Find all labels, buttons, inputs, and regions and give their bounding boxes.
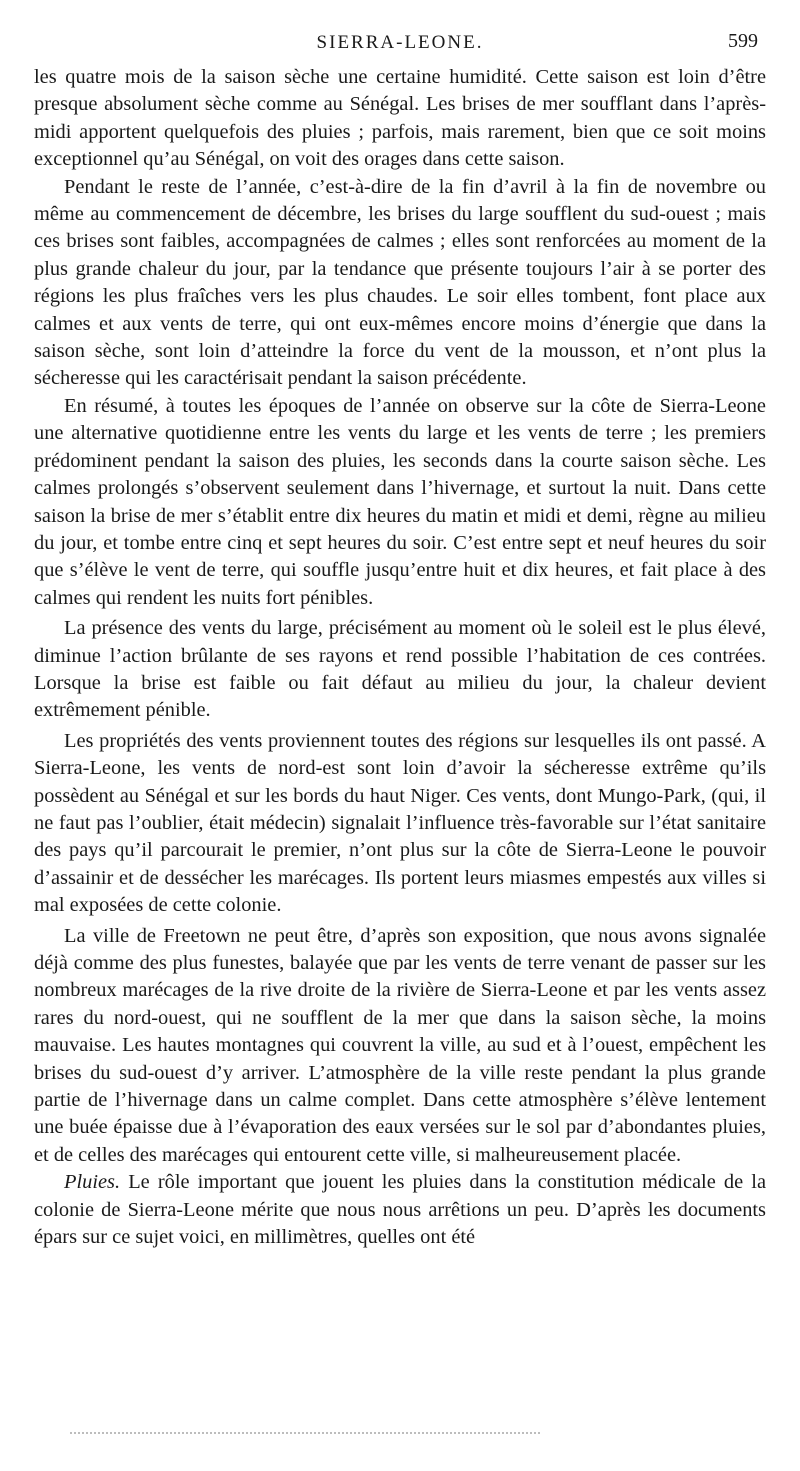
- paragraph-continuation: les quatre mois de la saison sèche une certaine humidité. Cette saison est loin d’être presque absolument sèche comme au Sénégal. Les brises de mer soufflant dans l’après-midi apportent quelquefois des pluies ; parfois, mais rarement, bien que ce soit moins exceptionnel qu’au Sénégal, on voit des orages dans cette saison.: [34, 66, 766, 171]
- running-title: SIERRA-LEONE.: [316, 32, 484, 53]
- faint-footer-trace: [70, 1432, 540, 1436]
- body-text: [34, 64, 766, 1251]
- paragraph-freetown: La ville de Freetown ne peut être, d’après son exposition, que nous avons signalée déjà comme des plus funestes, balayée que par les vents de terre venant de passer sur les nombreux marécages de la rive droite de la rivière de Sierra-Leone et par les vents assez rares du nord-ouest, qui ne soufflent de la mer que dans la saison sèche, la moins mauvaise. Les hautes montagnes qui couvrent la ville, au sud et à l’ouest, empêchent les brises du sud-ouest d’y arriver. L’atmosphère de la ville reste pendant la plus grande partie de l’hivernage dans un calme complet. Dans cette atmosphère s’élève lentement une buée épaisse due à l’évaporation des eaux versées sur le sol par d’abondantes pluies, et de celles des marécages qui entourent cette ville, si malheureusement placée.: [34, 924, 766, 1166]
- paragraph-rains: [34, 1169, 766, 1251]
- page-number: 599: [728, 30, 758, 52]
- paragraph-winds-rest-of-year: Pendant le reste de l’année, c’est-à-dire de la fin d’avril à la fin de novembre ou même au commencement de décembre, les brises du large soufflent du sud-ouest ; mais ces brises sont faibles, accompagnées de calmes ; elles sont renforcées au moment de la plus grande chaleur du jour, par la tendance que présente toujours l’air à se porter des régions les plus fraîches vers les plus chaudes. Le soir elles tombent, font place aux calmes et aux vents de terre, qui ont eux-mêmes encore moins d’énergie que dans la saison sèche, sont loin d’atteindre la force du vent de la mousson, et n’ont plus la sécheresse qui les caractérisait pendant la saison précédente.: [34, 175, 766, 390]
- paragraph-rains-text: Le rôle important que jouent les pluies dans la constitution médicale de la colonie de Sierra-Leone mérite que nous nous arrêtions un peu. D’après les documents épars sur ce sujet voici, en millimètres, quelles ont été: [34, 1171, 766, 1249]
- paragraph-wind-properties: Les propriétés des vents proviennent toutes des régions sur lesquelles ils ont passé. A Sierra-Leone, les vents de nord-est sont loin d’avoir la sécheresse extrême qu’ils possèdent au Sénégal et sur les bords du haut Niger. Ces vents, dont Mungo-Park, (qui, il ne faut pas l’oublier, était médecin) signalait l’influence très-favorable sur l’état sanitaire des pays qu’il parcourait le premier, n’ont plus sur la côte de Sierra-Leone le pouvoir d’assainir et de dessécher les marécages. Ils portent leurs miasmes empestés aux villes si mal exposées de cette colonie.: [34, 729, 766, 917]
- run-in-heading: Pluies.: [64, 1171, 121, 1194]
- running-head: [0, 28, 800, 58]
- paragraph-summary: En résumé, à toutes les époques de l’année on observe sur la côte de Sierra-Leone une alternative quotidienne entre les vents du large et les vents de terre ; les premiers prédominent pendant la saison des pluies, les seconds dans la courte saison sèche. Les calmes prolongés s’observent seulement dans l’hivernage, et surtout la nuit. Dans cette saison la brise de mer s’établit entre dix heures du matin et midi et demi, règne au milieu du jour, et tombe entre cinq et sept heures du soir. C’est entre sept et neuf heures du soir que s’élève le vent de terre, qui souffle jusqu’entre huit et dix heures, et fait place à des calmes qui rendent les nuits fort pénibles.: [34, 394, 766, 609]
- paragraph-sea-breeze: La présence des vents du large, précisément au moment où le soleil est le plus élevé, diminue l’action brûlante de ses rayons et rend possible l’habitation de ces contrées. Lorsque la brise est faible ou fait défaut au milieu du jour, la chaleur devient extrêmement pénible.: [34, 617, 766, 722]
